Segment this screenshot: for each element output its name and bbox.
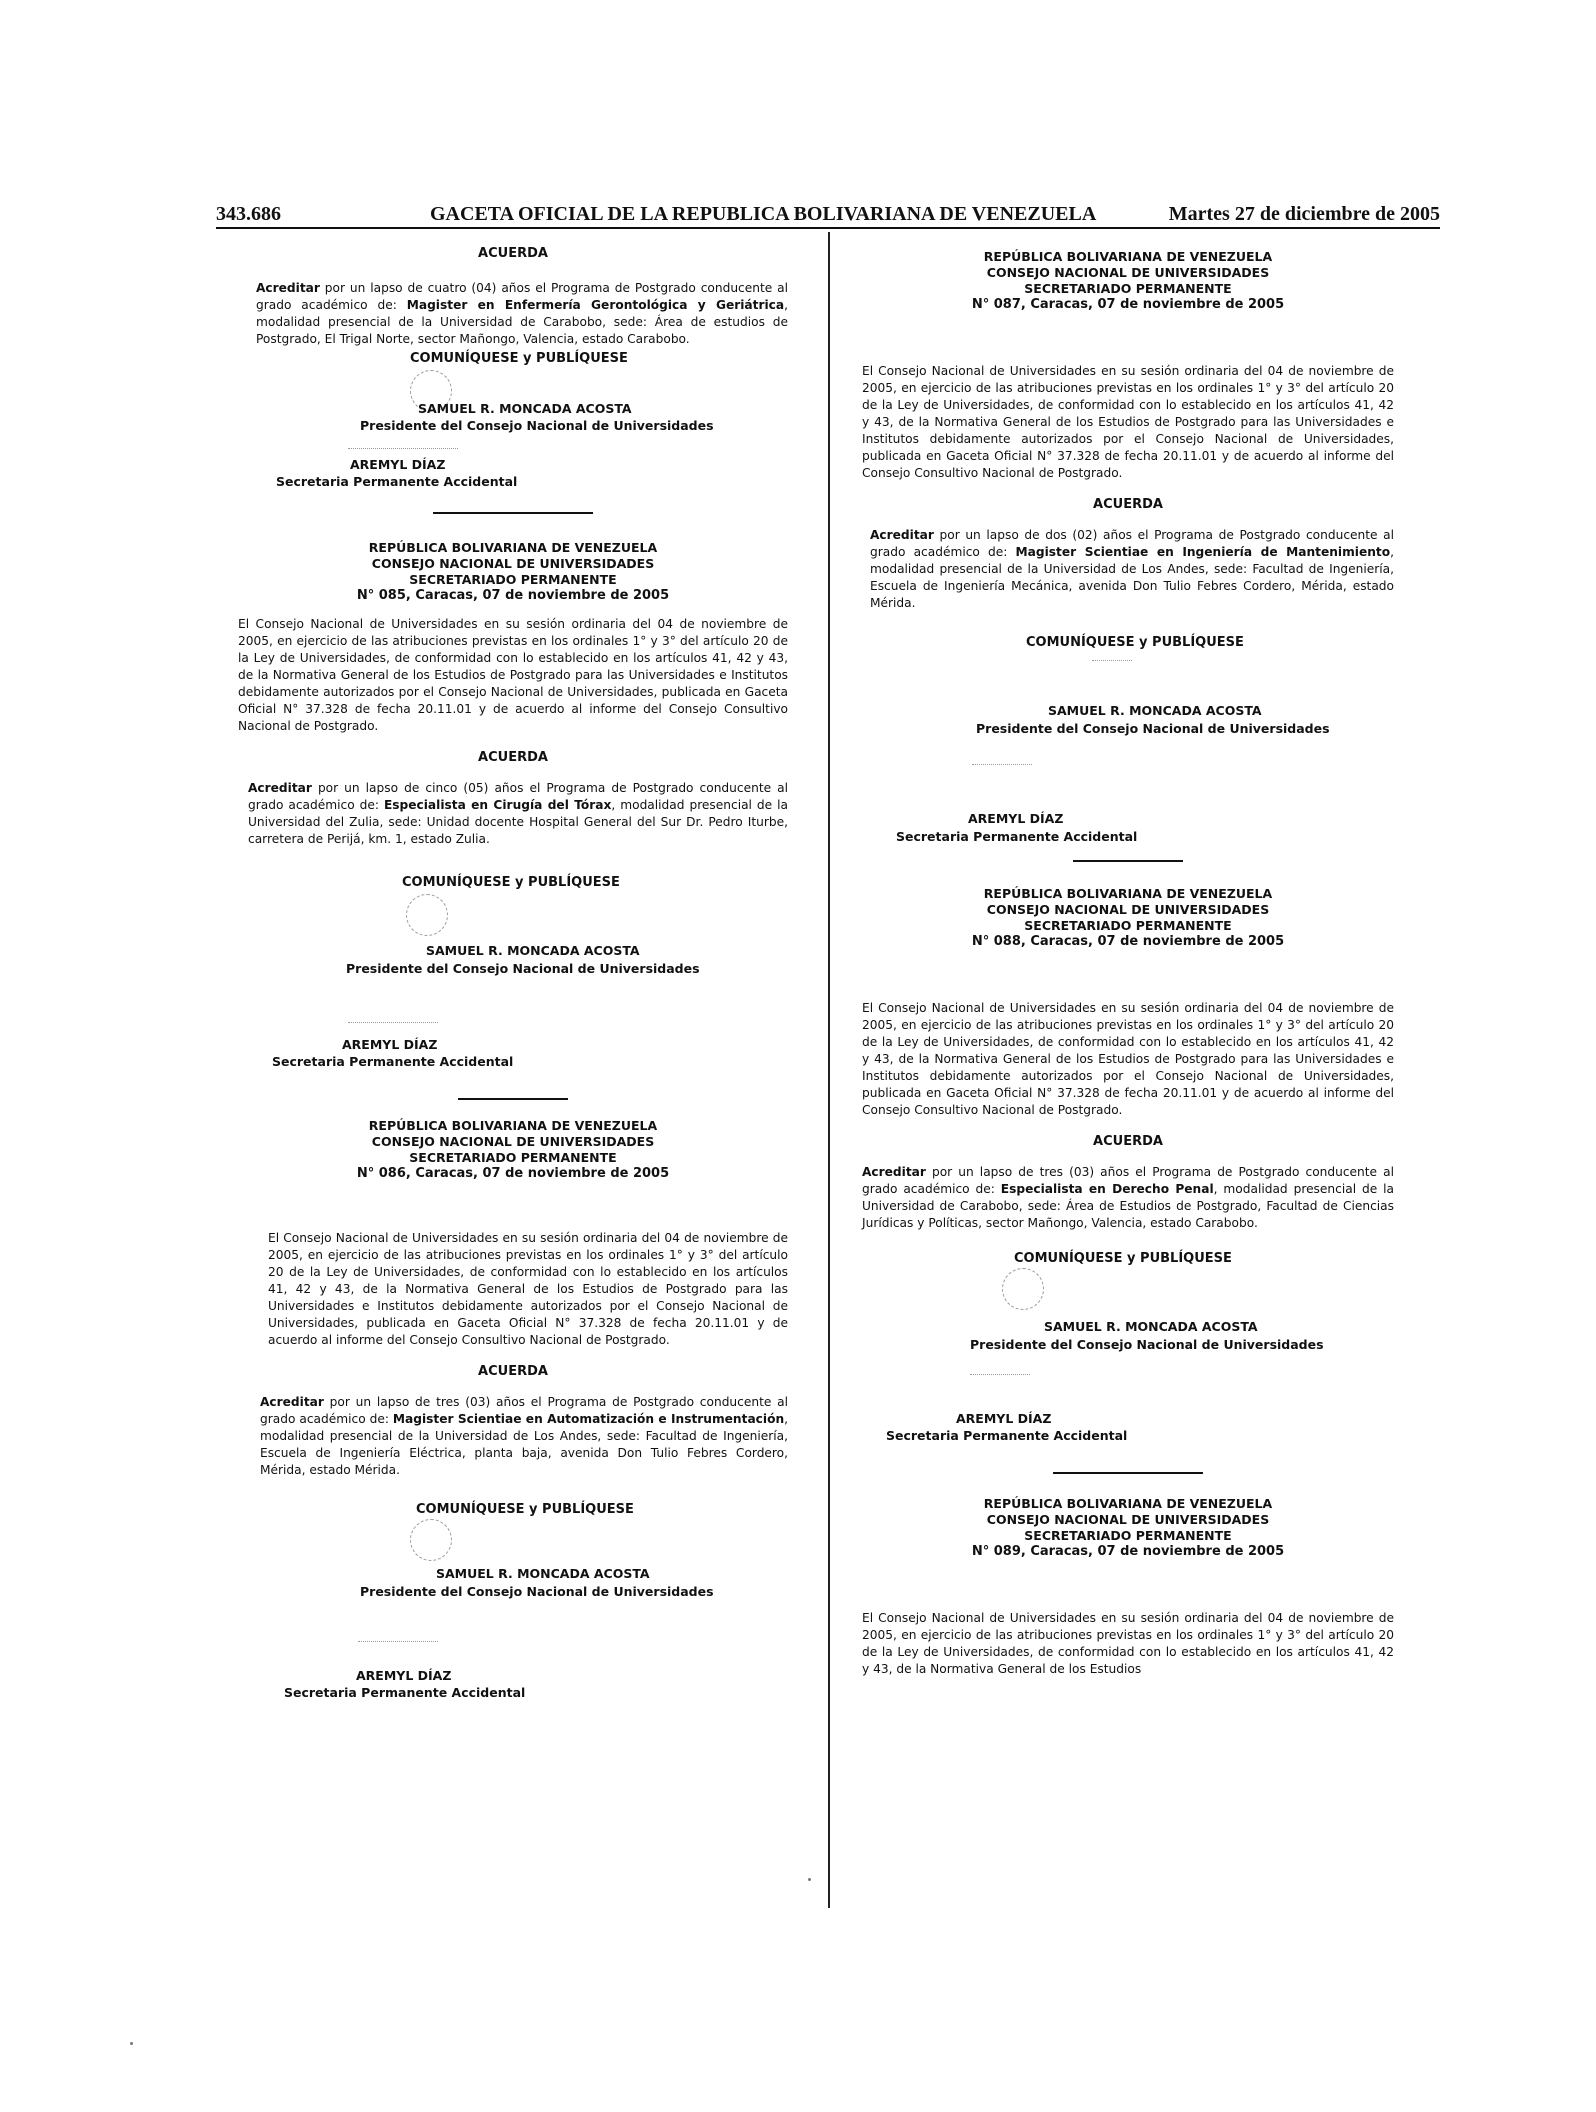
preamble: El Consejo Nacional de Universidades en su sesión ordinaria del 04 de noviembre de 2005, en ejercicio de las atribuciones previstas en los ordinales 1° y 3° del artículo 20 de la Ley de Universidades, de conformidad con lo establecido en los artículos 41, 42 y 43, de la Normativa General de los Estudios de Postgrado para las Universidades e Institutos debidamente autorizados por el Consejo Nacional de Universidades, publicada en Gaceta Oficial N° 37.328 de fecha 20.11.01 y de acuerdo al informe del Consejo Consultivo Nacional de Postgrado. bbox=[268, 1231, 788, 1347]
preamble: El Consejo Nacional de Universidades en su sesión ordinaria del 04 de noviembre de 2005, en ejercicio de las atribuciones previstas en los ordinales 1° y 3° del artículo 20 de la Ley de Universidades, de conformidad con lo establecido en los artículos 41, 42 y 43, de la Normativa General de los Estudios de Postgrado para las Universidades e Institutos debidamente autorizados por el Consejo Nacional de Universidades, publicada en Gaceta Oficial N° 37.328 de fecha 20.11.01 y de acuerdo al informe del Consejo Consultivo Nacional de Postgrado. bbox=[238, 617, 788, 733]
resolution-089 bbox=[862, 1496, 1394, 1678]
resolution-number: N° 085, Caracas, 07 de noviembre de 2005 bbox=[356, 588, 670, 603]
publish-formula: COMUNÍQUESE y PUBLÍQUESE bbox=[1014, 1251, 1232, 1266]
institution-heading: REPÚBLICA BOLIVARIANA DE VENEZUELA CONSEJO NACIONAL DE UNIVERSIDADES SECRETARIADO PERMANENTE N° 085, Caracas, 07 de noviembre de 2005 bbox=[238, 540, 788, 604]
resolution-086 bbox=[238, 1118, 788, 1701]
preamble: El Consejo Nacional de Universidades en su sesión ordinaria del 04 de noviembre de 2005, en ejercicio de las atribuciones previstas en los ordinales 1° y 3° del artículo 20 de la Ley de Universidades, de conformidad con lo establecido en los artículos 41, 42 y 43, de la Normativa General de los Estudios de Postgrado para las Universidades e Institutos debidamente autorizados por el Consejo Nacional de Universidades, publicada en Gaceta Oficial N° 37.328 de fecha 20.11.01 y de acuerdo al informe del Consejo Consultivo Nacional de Postgrado. bbox=[862, 364, 1394, 480]
institution-heading: REPÚBLICA BOLIVARIANA DE VENEZUELA CONSEJO NACIONAL DE UNIVERSIDADES SECRETARIADO PERMANENTE N° 086, Caracas, 07 de noviembre de 2005 bbox=[238, 1118, 788, 1182]
secretary-role: Secretaria Permanente Accidental bbox=[896, 829, 1138, 844]
section-rule bbox=[1053, 1472, 1203, 1474]
acuerda-heading: ACUERDA bbox=[478, 246, 548, 261]
president-name: SAMUEL R. MONCADA ACOSTA bbox=[418, 401, 632, 416]
president-role: Presidente del Consejo Nacional de Universidades bbox=[970, 1337, 1324, 1352]
issue-date: Martes 27 de diciembre de 2005 bbox=[1168, 203, 1440, 225]
resolution-085 bbox=[238, 540, 788, 1100]
resolution-number: N° 089, Caracas, 07 de noviembre de 2005 bbox=[971, 1544, 1285, 1559]
resolution-body: Acreditar por un lapso de dos (02) años el Programa de Postgrado conducente al grado académico de: Magister Scientiae en Ingeniería de Mantenimiento, modalidad presencial de la Universidad de Los Andes, sede: Facultad de Ingeniería, Escuela de Ingeniería Mecánica, avenida Don Tulio Febres Cordero, Mérida, estado Mérida. bbox=[870, 528, 1394, 610]
seal-stamp bbox=[1002, 1268, 1044, 1310]
president-name: SAMUEL R. MONCADA ACOSTA bbox=[426, 943, 640, 958]
resolution-body: Acreditar por un lapso de cuatro (04) años el Programa de Postgrado conducente al grado académico de: Magister en Enfermería Gerontológica y Geriátrica, modalidad presencial de la Universidad de Carabobo, sede: Área de estudios de Postgrado, El Trigal Norte, sector Mañongo, Valencia, estado Carabobo. bbox=[256, 281, 788, 346]
seal-stamp bbox=[410, 1519, 452, 1561]
resolution-body: Acreditar por un lapso de tres (03) años el Programa de Postgrado conducente al grado académico de: Especialista en Derecho Penal, modalidad presencial de la Universidad de Carabobo, sede: Área de Estudios de Postgrado, Facultad de Ciencias Jurídicas y Políticas, sector Mañongo, Valencia, estado Carabobo. bbox=[862, 1165, 1394, 1230]
signature-scribble bbox=[348, 1022, 438, 1023]
secretary-role: Secretaria Permanente Accidental bbox=[272, 1054, 514, 1069]
secretary-name: AREMYL DÍAZ bbox=[956, 1411, 1052, 1426]
signature-block bbox=[238, 348, 788, 489]
resolution-number: N° 088, Caracas, 07 de noviembre de 2005 bbox=[971, 934, 1285, 949]
signature-scribble bbox=[358, 1641, 438, 1642]
column-divider bbox=[828, 232, 830, 1908]
right-column bbox=[862, 245, 1394, 1678]
scan-speck bbox=[808, 1878, 811, 1881]
publish-formula: COMUNÍQUESE y PUBLÍQUESE bbox=[402, 875, 620, 890]
page-number: 343.686 bbox=[216, 203, 281, 225]
signature-scribble bbox=[972, 764, 1032, 765]
secretary-name: AREMYL DÍAZ bbox=[356, 1668, 452, 1683]
acuerda-heading: ACUERDA bbox=[478, 750, 548, 765]
president-name: SAMUEL R. MONCADA ACOSTA bbox=[436, 1566, 650, 1581]
president-role: Presidente del Consejo Nacional de Universidades bbox=[360, 418, 714, 433]
president-role: Presidente del Consejo Nacional de Universidades bbox=[976, 721, 1330, 736]
institution-heading: REPÚBLICA BOLIVARIANA DE VENEZUELA CONSEJO NACIONAL DE UNIVERSIDADES SECRETARIADO PERMANENTE N° 088, Caracas, 07 de noviembre de 2005 bbox=[862, 886, 1394, 950]
secretary-role: Secretaria Permanente Accidental bbox=[284, 1685, 526, 1700]
secretary-name: AREMYL DÍAZ bbox=[342, 1037, 438, 1052]
preamble: El Consejo Nacional de Universidades en su sesión ordinaria del 04 de noviembre de 2005, en ejercicio de las atribuciones previstas en los ordinales 1° y 3° del artículo 20 de la Ley de Universidades, de conformidad con lo establecido en los artículos 41, 42 y 43, de la Normativa General de los Estudios bbox=[862, 1611, 1394, 1676]
publish-formula: COMUNÍQUESE y PUBLÍQUESE bbox=[410, 351, 628, 366]
header-rule bbox=[216, 227, 1440, 229]
preamble: El Consejo Nacional de Universidades en su sesión ordinaria del 04 de noviembre de 2005, en ejercicio de las atribuciones previstas en los ordinales 1° y 3° del artículo 20 de la Ley de Universidades, de conformidad con lo establecido en los artículos 41, 42 y 43, de la Normativa General de los Estudios de Postgrado para las Universidades e Institutos debidamente autorizados por el Consejo Nacional de Universidades, publicada en Gaceta Oficial N° 37.328 de fecha 20.11.01 y de acuerdo al informe del Consejo Consultivo Nacional de Postgrado. bbox=[862, 1001, 1394, 1117]
signature-scribble bbox=[1092, 660, 1132, 661]
secretary-name: AREMYL DÍAZ bbox=[350, 457, 446, 472]
publish-formula: COMUNÍQUESE y PUBLÍQUESE bbox=[1026, 635, 1244, 650]
secretary-role: Secretaria Permanente Accidental bbox=[276, 474, 518, 489]
president-role: Presidente del Consejo Nacional de Universidades bbox=[346, 961, 700, 976]
secretary-role: Secretaria Permanente Accidental bbox=[886, 1428, 1128, 1443]
president-name: SAMUEL R. MONCADA ACOSTA bbox=[1048, 703, 1262, 718]
signature-block bbox=[238, 1501, 788, 1701]
publish-formula: COMUNÍQUESE y PUBLÍQUESE bbox=[416, 1502, 634, 1517]
president-role: Presidente del Consejo Nacional de Universidades bbox=[360, 1584, 714, 1599]
scan-speck bbox=[130, 2042, 133, 2045]
institution-heading: REPÚBLICA BOLIVARIANA DE VENEZUELA CONSEJO NACIONAL DE UNIVERSIDADES SECRETARIADO PERMANENTE N° 089, Caracas, 07 de noviembre de 2005 bbox=[862, 1496, 1394, 1560]
resolution-body: Acreditar por un lapso de tres (03) años el Programa de Postgrado conducente al grado académico de: Magister Scientiae en Automatización e Instrumentación, modalidad presencial de la Universidad de Los Andes, sede: Facultad de Ingeniería, Escuela de Ingeniería Eléctrica, planta baja, avenida Don Tulio Febres Cordero, Mérida, estado Mérida. bbox=[260, 1395, 788, 1477]
resolution-body: Acreditar por un lapso de cinco (05) años el Programa de Postgrado conducente al grado académico de: Especialista en Cirugía del Tórax, modalidad presencial de la Universidad del Zulia, sede: Unidad docente Hospital General del Sur Dr. Pedro Iturbe, carretera de Perijá, km. 1, estado Zulia. bbox=[248, 781, 788, 846]
signature-block bbox=[238, 874, 788, 1074]
gazette-title: GACETA OFICIAL DE LA REPUBLICA BOLIVARIANA DE VENEZUELA bbox=[430, 203, 1097, 225]
president-name: SAMUEL R. MONCADA ACOSTA bbox=[1044, 1319, 1258, 1334]
resolution-088 bbox=[862, 886, 1394, 1474]
section-rule bbox=[433, 512, 593, 514]
signature-block bbox=[862, 634, 1394, 852]
signature-scribble bbox=[970, 1374, 1030, 1375]
institution-heading: REPÚBLICA BOLIVARIANA DE VENEZUELA CONSEJO NACIONAL DE UNIVERSIDADES SECRETARIADO PERMANENTE N° 087, Caracas, 07 de noviembre de 2005 bbox=[862, 249, 1394, 313]
signature-scribble bbox=[348, 448, 458, 449]
resolution-084-tail bbox=[238, 245, 788, 514]
signature-block bbox=[862, 1250, 1394, 1450]
secretary-name: AREMYL DÍAZ bbox=[968, 811, 1064, 826]
left-column bbox=[238, 245, 788, 1701]
seal-stamp bbox=[406, 894, 448, 936]
resolution-number: N° 086, Caracas, 07 de noviembre de 2005 bbox=[356, 1166, 670, 1181]
resolution-number: N° 087, Caracas, 07 de noviembre de 2005 bbox=[971, 297, 1285, 312]
section-rule bbox=[1073, 860, 1183, 862]
acuerda-heading: ACUERDA bbox=[1093, 1134, 1163, 1149]
acuerda-heading: ACUERDA bbox=[478, 1364, 548, 1379]
section-rule bbox=[458, 1098, 568, 1100]
resolution-087 bbox=[862, 249, 1394, 862]
acuerda-heading: ACUERDA bbox=[1093, 497, 1163, 512]
